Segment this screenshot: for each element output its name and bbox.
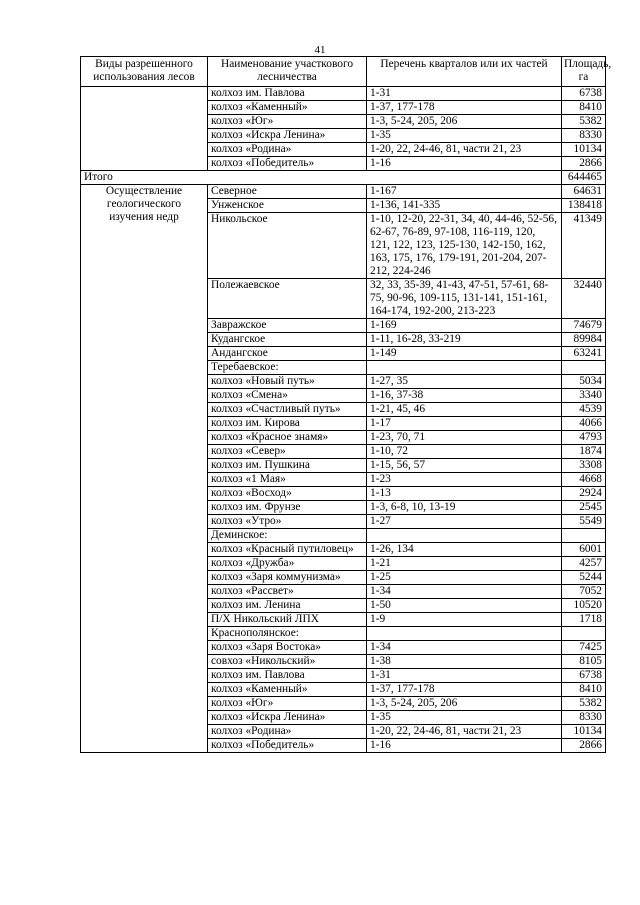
forestry-cell: колхоз «Рассвет» [208,585,367,599]
forestry-cell: совхоз «Никольский» [208,655,367,669]
forestry-cell: колхоз «Утро» [208,515,367,529]
quarters-cell: 1-167 [367,185,562,199]
area-cell: 8330 [562,129,606,143]
quarters-cell: 1-23 [367,473,562,487]
forestry-cell: колхоз им. Фрунзе [208,501,367,515]
forestry-cell: колхоз «Красный путиловец» [208,543,367,557]
quarters-cell: 1-3, 5-24, 205, 206 [367,697,562,711]
quarters-cell: 1-17 [367,417,562,431]
area-cell: 4539 [562,403,606,417]
area-cell: 10520 [562,599,606,613]
quarters-cell: 1-10, 72 [367,445,562,459]
header-quarters: Перечень кварталов или их частей [367,57,562,87]
forestry-cell: колхоз «Дружба» [208,557,367,571]
table-row [81,87,606,101]
quarters-cell: 1-35 [367,711,562,725]
area-cell [562,529,606,543]
table-row [81,185,606,199]
quarters-cell: 1-31 [367,87,562,101]
header-type: Виды разрешенного использования лесов [81,57,208,87]
forestry-cell: колхоз «Смена» [208,389,367,403]
forestry-cell: Андангское [208,347,367,361]
area-cell: 2866 [562,157,606,171]
area-cell: 2924 [562,487,606,501]
forestry-cell: колхоз «Победитель» [208,157,367,171]
forestry-cell: Завражское [208,319,367,333]
area-cell: 8105 [562,655,606,669]
forestry-cell: колхоз «Юг» [208,115,367,129]
area-cell: 5549 [562,515,606,529]
type-cell: Осуществление геологического изучения недр [81,185,208,753]
area-cell: 3340 [562,389,606,403]
forestry-cell: Унженское [208,199,367,213]
area-cell: 4066 [562,417,606,431]
forest-use-table [80,56,612,753]
quarters-cell: 1-11, 16-28, 33-219 [367,333,562,347]
area-cell: 8330 [562,711,606,725]
quarters-cell: 1-37, 177-178 [367,683,562,697]
area-cell: 2866 [562,739,606,753]
forestry-cell: колхоз «Родина» [208,143,367,157]
area-cell: 3308 [562,459,606,473]
forestry-cell: колхоз «Победитель» [208,739,367,753]
area-cell: 8410 [562,101,606,115]
quarters-cell: 1-15, 56, 57 [367,459,562,473]
quarters-cell: 1-38 [367,655,562,669]
area-cell: 6001 [562,543,606,557]
quarters-cell: 1-21, 45, 46 [367,403,562,417]
forestry-cell: колхоз «Искра Ленина» [208,711,367,725]
area-cell: 5244 [562,571,606,585]
area-cell: 63241 [562,347,606,361]
area-cell: 89984 [562,333,606,347]
header-forestry: Наименование участкового лесничества [208,57,367,87]
area-cell: 74679 [562,319,606,333]
forestry-cell: П/Х Никольский ЛПХ [208,613,367,627]
area-cell: 10134 [562,143,606,157]
forestry-cell: колхоз «Красное знамя» [208,431,367,445]
quarters-cell: 1-50 [367,599,562,613]
forestry-cell: Деминское: [208,529,367,543]
forestry-cell: колхоз им. Кирова [208,417,367,431]
area-cell: 5382 [562,697,606,711]
quarters-cell: 1-9 [367,613,562,627]
area-cell: 8410 [562,683,606,697]
area-cell: 138418 [562,199,606,213]
forestry-cell: Теребаевское: [208,361,367,375]
area-cell: 7425 [562,641,606,655]
forestry-cell: Полежаевское [208,279,367,319]
quarters-cell: 1-20, 22, 24-46, 81, части 21, 23 [367,143,562,157]
area-cell: 6738 [562,669,606,683]
page-number: 41 [314,44,326,56]
type-cell-empty [81,87,208,171]
quarters-cell [367,529,562,543]
quarters-cell: 1-136, 141-335 [367,199,562,213]
quarters-cell: 1-27, 35 [367,375,562,389]
forestry-cell: колхоз «Восход» [208,487,367,501]
quarters-cell: 1-16, 37-38 [367,389,562,403]
area-cell: 7052 [562,585,606,599]
forestry-cell: колхоз им. Павлова [208,669,367,683]
area-cell: 4668 [562,473,606,487]
quarters-cell: 1-16 [367,157,562,171]
forestry-cell: колхоз им. Пушкина [208,459,367,473]
total-row [81,171,606,185]
quarters-cell: 1-23, 70, 71 [367,431,562,445]
forestry-cell: колхоз «Север» [208,445,367,459]
forestry-cell: колхоз «1 Мая» [208,473,367,487]
area-cell: 5034 [562,375,606,389]
total-label: Итого [81,171,562,185]
forestry-cell: Краснополянское: [208,627,367,641]
quarters-cell: 1-35 [367,129,562,143]
forestry-cell: колхоз «Счастливый путь» [208,403,367,417]
area-cell [562,627,606,641]
quarters-cell: 1-20, 22, 24-46, 81, части 21, 23 [367,725,562,739]
area-cell: 2545 [562,501,606,515]
area-cell: 5382 [562,115,606,129]
quarters-cell: 32, 33, 35-39, 41-43, 47-51, 57-61, 68-75, 90-96, 109-115, 131-141, 151-161, 164-174, 192-200, 213-223 [367,279,562,319]
quarters-cell: 1-3, 5-24, 205, 206 [367,115,562,129]
header-row [81,57,606,87]
header-area: Площадь, га [562,57,606,87]
quarters-cell: 1-37, 177-178 [367,101,562,115]
area-cell: 10134 [562,725,606,739]
forestry-cell: Северное [208,185,367,199]
forestry-cell: колхоз «Заря коммунизма» [208,571,367,585]
quarters-cell: 1-21 [367,557,562,571]
forestry-cell: колхоз «Каменный» [208,101,367,115]
quarters-cell: 1-26, 134 [367,543,562,557]
quarters-cell: 1-169 [367,319,562,333]
area-cell: 64631 [562,185,606,199]
quarters-cell: 1-10, 12-20, 22-31, 34, 40, 44-46, 52-56, 62-67, 76-89, 97-108, 116-119, 120, 121, 122, 123, 125-130, 142-150, 162, 163, 175, 176, 179-191, 201-204, 207-212, 224-246 [367,213,562,279]
quarters-cell: 1-27 [367,515,562,529]
quarters-cell: 1-149 [367,347,562,361]
area-cell: 1874 [562,445,606,459]
quarters-cell: 1-25 [367,571,562,585]
forestry-cell: колхоз «Заря Востока» [208,641,367,655]
quarters-cell: 1-3, 6-8, 10, 13-19 [367,501,562,515]
forestry-cell: Никольское [208,213,367,279]
quarters-cell: 1-34 [367,641,562,655]
quarters-cell: 1-16 [367,739,562,753]
quarters-cell [367,361,562,375]
forestry-cell: колхоз «Каменный» [208,683,367,697]
forestry-cell: колхоз им. Ленина [208,599,367,613]
quarters-cell [367,627,562,641]
quarters-cell: 1-31 [367,669,562,683]
forestry-cell: Кудангское [208,333,367,347]
total-area: 644465 [562,171,606,185]
area-cell: 4257 [562,557,606,571]
forestry-cell: колхоз «Юг» [208,697,367,711]
area-cell: 6738 [562,87,606,101]
forestry-cell: колхоз «Родина» [208,725,367,739]
area-cell: 4793 [562,431,606,445]
quarters-cell: 1-13 [367,487,562,501]
forestry-cell: колхоз «Новый путь» [208,375,367,389]
forestry-cell: колхоз им. Павлова [208,87,367,101]
forestry-cell: колхоз «Искра Ленина» [208,129,367,143]
area-cell: 32440 [562,279,606,319]
area-cell [562,361,606,375]
table-body [81,87,606,753]
area-cell: 1718 [562,613,606,627]
area-cell: 41349 [562,213,606,279]
quarters-cell: 1-34 [367,585,562,599]
